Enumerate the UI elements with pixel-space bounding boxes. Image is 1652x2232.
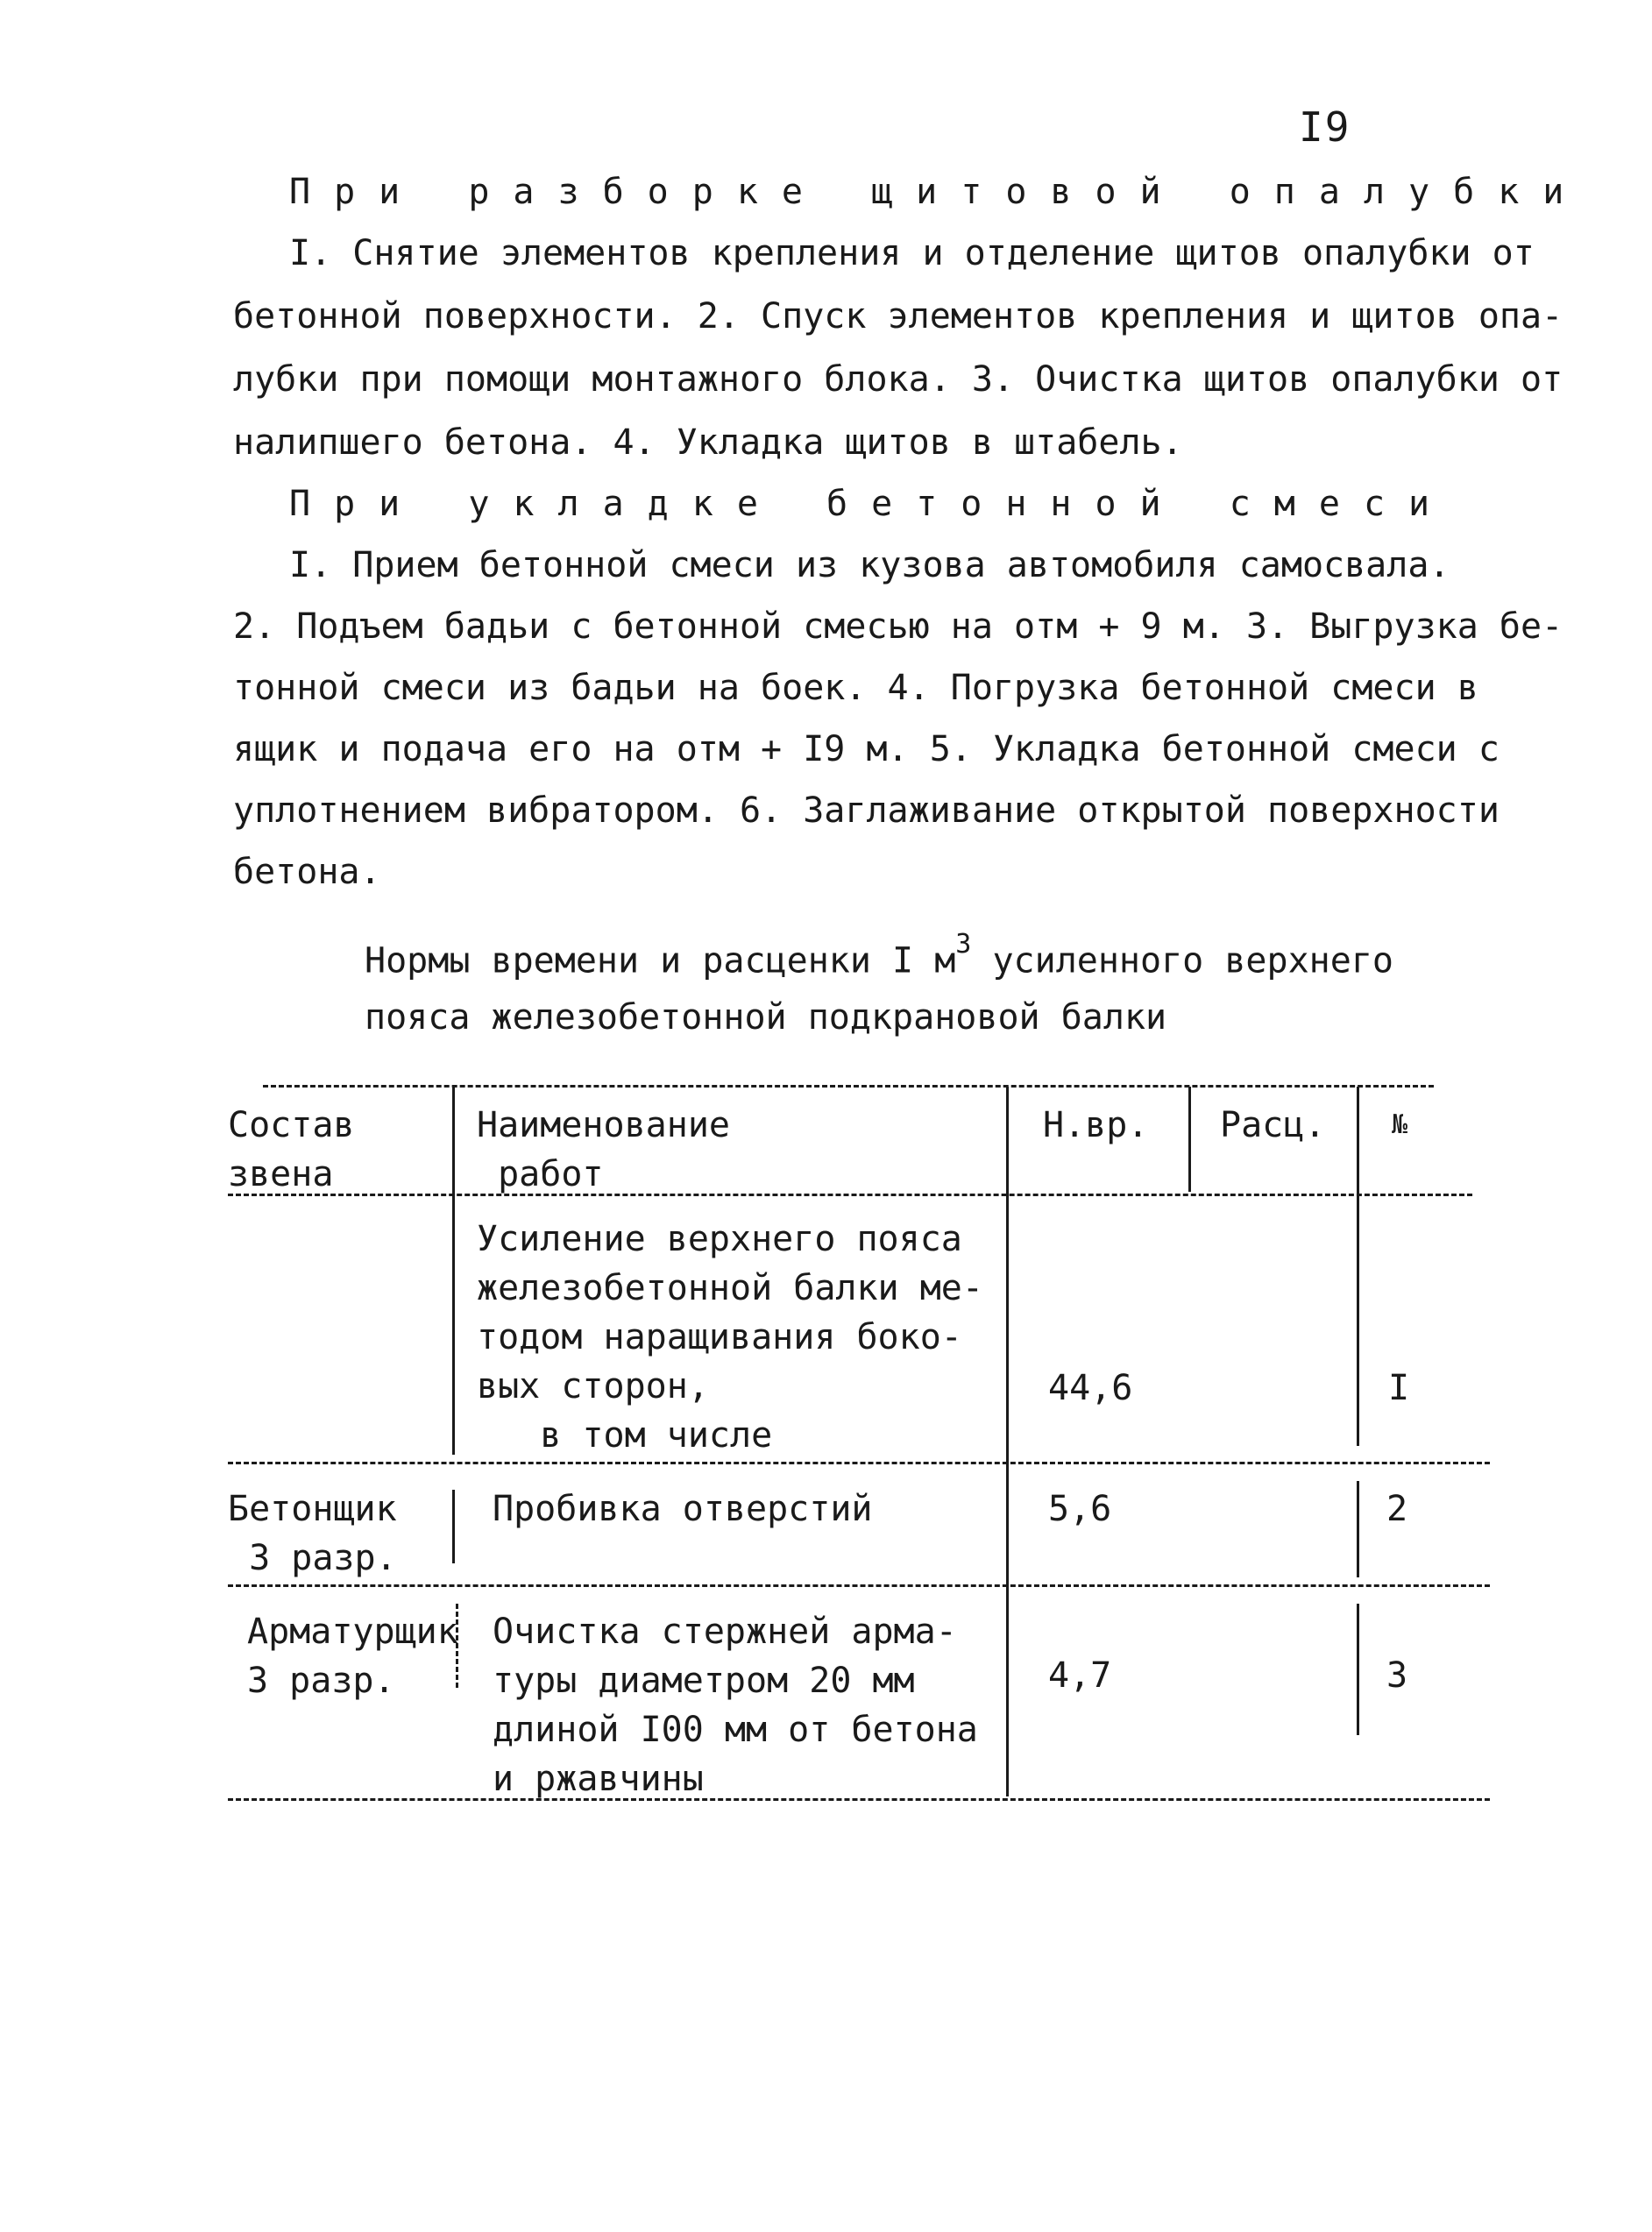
table-row-composition: Арматурщик 3 разр. [247, 1612, 458, 1701]
section2-line: бетона. [233, 852, 381, 892]
table-row-work-name: Усиление верхнего пояса железобетонной балки ме- тодом наращивания боко- вых сторон, в том числе [477, 1219, 983, 1456]
table-row-time-norm: 44,6 [1048, 1368, 1133, 1408]
table-row-rule [228, 1462, 1490, 1464]
section2-line: I. Прием бетонной смеси из кузова автомобиля самосвала. [289, 545, 1450, 585]
section-heading-concrete-placement: При укладке бетонной смеси [289, 484, 1454, 524]
column-divider [1188, 1087, 1191, 1192]
caption-text: усиленного верхнего [971, 940, 1393, 981]
table-row-rule [228, 1584, 1490, 1587]
caption-text: Нормы времени и расценки I м [365, 940, 956, 981]
table-row-time-norm: 5,6 [1048, 1489, 1112, 1529]
column-divider [1006, 1087, 1009, 1796]
section2-line: ящик и подача его на отм + I9 м. 5. Укладка бетонной смеси с [233, 729, 1500, 769]
table-row-number: I [1388, 1368, 1410, 1408]
section1-line: I. Снятие элементов крепления и отделение щитов опалубки от [289, 233, 1535, 273]
header-composition: Состав звена [228, 1105, 355, 1194]
table-row-work-name: Очистка стержней арма- туры диаметром 20 мм длиной I00 мм от бетона и ржавчины [493, 1612, 978, 1799]
header-time-norm: Н.вр. [1043, 1105, 1149, 1145]
section1-line: лубки при помощи монтажного блока. 3. Очистка щитов опалубки от [233, 359, 1563, 400]
section2-line: уплотнением вибратором. 6. Заглаживание открытой поверхности [233, 790, 1500, 831]
column-divider [452, 1087, 455, 1455]
section-heading-formwork-dismantling: При разборке щитовой опалубки [289, 172, 1588, 212]
page-number: I9 [1299, 103, 1351, 151]
table-top-rule [263, 1085, 1434, 1088]
caption-superscript: 3 [955, 929, 972, 960]
section1-line: бетонной поверхности. 2. Спуск элементов крепления и щитов опа- [233, 296, 1563, 337]
table-header-rule [228, 1194, 1472, 1196]
section2-line: 2. Подъем бадьи с бетонной смесью на отм + 9 м. 3. Выгрузка бе- [233, 606, 1563, 647]
table-row-work-name: Пробивка отверстий [493, 1489, 873, 1529]
column-divider [1357, 1604, 1359, 1735]
column-divider [1357, 1087, 1359, 1446]
column-divider [1357, 1481, 1359, 1577]
table-row-composition: Бетонщик 3 разр. [228, 1489, 397, 1578]
table-row-number: 3 [1386, 1655, 1408, 1696]
section1-line: налипшего бетона. 4. Укладка щитов в штабель. [233, 422, 1183, 463]
header-rate: Расц. [1220, 1105, 1326, 1145]
header-work-name: Наименование работ [477, 1105, 730, 1194]
column-divider [452, 1490, 455, 1563]
table-row-number: 2 [1386, 1489, 1408, 1529]
header-number: № [1392, 1109, 1408, 1140]
section2-line: тонной смеси из бадьи на боек. 4. Погрузка бетонной смеси в [233, 668, 1478, 708]
table-caption-line2: пояса железобетонной подкрановой балки [365, 997, 1167, 1038]
table-row-time-norm: 4,7 [1048, 1655, 1112, 1696]
